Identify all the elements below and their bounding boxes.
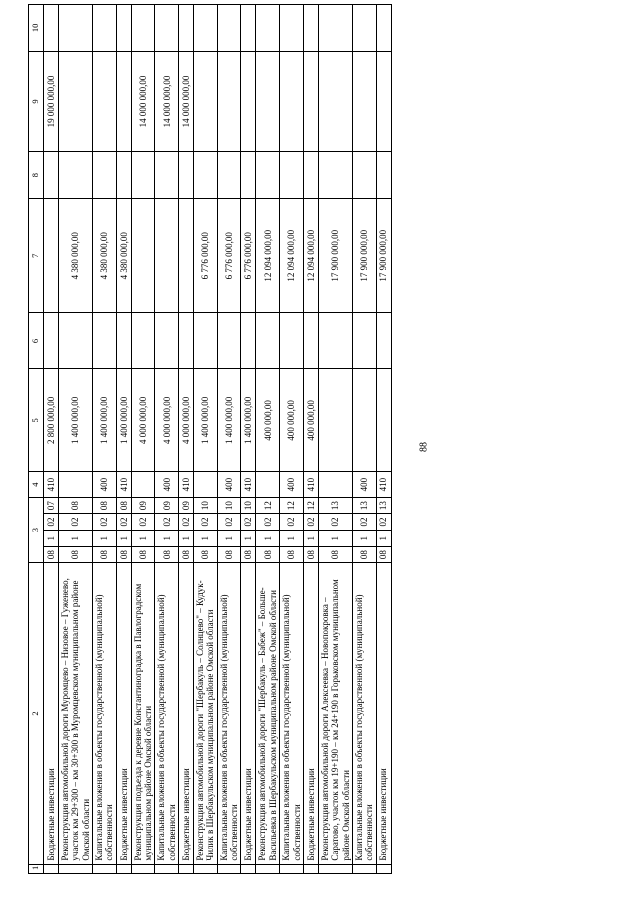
row-col-8 <box>280 152 304 199</box>
code-part-2: 1 <box>241 530 256 546</box>
code-part-3: 02 <box>194 514 218 530</box>
row-col-7 <box>131 198 155 312</box>
table-row <box>280 5 304 874</box>
row-name: Капитальные вложения в объекты государственной (муниципальной) собственности <box>155 563 179 864</box>
code-part-4: 12 <box>280 497 304 513</box>
row-col-4 <box>194 472 218 498</box>
row-col-7: 6 776 000,00 <box>217 198 241 312</box>
row-col-9: 19 000 000,00 <box>44 51 59 151</box>
table-row <box>352 5 376 874</box>
row-col-10 <box>352 5 376 52</box>
row-name: Реконструкция подъезда к деревне Константиноградка в Павлоградском муниципальном районе Омской области <box>131 563 155 864</box>
page-number: 88 <box>418 442 430 452</box>
code-part-3: 02 <box>179 514 194 530</box>
row-col-10 <box>376 5 391 52</box>
row-col-6 <box>303 313 318 369</box>
row-col-8 <box>179 152 194 199</box>
row-col-6 <box>241 313 256 369</box>
row-col-4: 410 <box>179 472 194 498</box>
row-col-1 <box>318 864 352 873</box>
row-col-6 <box>217 313 241 369</box>
row-col-10 <box>256 5 280 52</box>
row-col-9 <box>116 51 131 151</box>
row-col-5: 4 000 000,00 <box>179 369 194 472</box>
row-col-7: 12 094 000,00 <box>303 198 318 312</box>
code-part-4: 10 <box>241 497 256 513</box>
row-col-4: 400 <box>352 472 376 498</box>
table-row <box>131 5 155 874</box>
row-col-6 <box>352 313 376 369</box>
row-name: Реконструкция автомобильной дороги "Шербакуль – Бабеж" – Больше-Васильевка в Шербакульском муниципальном районе Омской области <box>256 563 280 864</box>
row-col-5: 1 400 000,00 <box>59 369 93 472</box>
row-col-4 <box>59 472 93 498</box>
code-part-2: 1 <box>93 530 117 546</box>
code-part-2: 1 <box>376 530 391 546</box>
row-col-7: 4 380 000,00 <box>59 198 93 312</box>
row-col-1 <box>116 864 131 873</box>
row-col-7: 17 900 000,00 <box>376 198 391 312</box>
row-col-8 <box>116 152 131 199</box>
row-name: Реконструкция автомобильной дороги Муромцево – Низовое – Гуженево, участок км 29+300 – км 30+300 в Муромцевском муниципальном районе Омской области <box>59 563 93 864</box>
code-part-3: 02 <box>155 514 179 530</box>
row-col-5: 400 000,00 <box>280 369 304 472</box>
row-col-5: 400 000,00 <box>303 369 318 472</box>
row-col-1 <box>93 864 117 873</box>
code-part-1: 08 <box>241 546 256 562</box>
row-col-6 <box>256 313 280 369</box>
header-col-5: 5 <box>29 369 44 472</box>
row-name: Бюджетные инвестиции <box>376 563 391 864</box>
row-col-10 <box>155 5 179 52</box>
row-col-5: 1 400 000,00 <box>93 369 117 472</box>
row-col-10 <box>59 5 93 52</box>
row-col-6 <box>179 313 194 369</box>
row-col-4: 410 <box>44 472 59 498</box>
code-part-4: 09 <box>155 497 179 513</box>
code-part-1: 08 <box>44 546 59 562</box>
table-body <box>44 5 392 874</box>
row-col-7: 6 776 000,00 <box>241 198 256 312</box>
code-part-1: 08 <box>116 546 131 562</box>
code-part-3: 02 <box>44 514 59 530</box>
row-col-1 <box>155 864 179 873</box>
row-col-5: 1 400 000,00 <box>194 369 218 472</box>
row-col-7: 17 900 000,00 <box>352 198 376 312</box>
row-col-9 <box>376 51 391 151</box>
row-col-4: 410 <box>376 472 391 498</box>
row-col-5: 2 800 000,00 <box>44 369 59 472</box>
row-col-9: 14 000 000,00 <box>179 51 194 151</box>
row-col-1 <box>131 864 155 873</box>
row-col-8 <box>194 152 218 199</box>
row-col-6 <box>59 313 93 369</box>
code-part-2: 1 <box>280 530 304 546</box>
header-col-4: 4 <box>29 472 44 498</box>
row-col-9 <box>352 51 376 151</box>
row-col-8 <box>256 152 280 199</box>
row-col-4: 410 <box>116 472 131 498</box>
row-col-9 <box>59 51 93 151</box>
row-col-9 <box>194 51 218 151</box>
row-col-10 <box>93 5 117 52</box>
code-part-4: 13 <box>352 497 376 513</box>
row-col-6 <box>93 313 117 369</box>
row-col-1 <box>179 864 194 873</box>
code-part-2: 1 <box>155 530 179 546</box>
row-col-8 <box>131 152 155 199</box>
code-part-2: 1 <box>179 530 194 546</box>
row-col-1 <box>59 864 93 873</box>
row-col-4 <box>256 472 280 498</box>
code-part-1: 08 <box>179 546 194 562</box>
code-part-1: 08 <box>93 546 117 562</box>
row-col-5 <box>376 369 391 472</box>
row-col-5: 4 000 000,00 <box>155 369 179 472</box>
code-part-3: 02 <box>376 514 391 530</box>
row-col-6 <box>155 313 179 369</box>
row-col-7: 6 776 000,00 <box>194 198 218 312</box>
row-col-10 <box>179 5 194 52</box>
row-col-8 <box>93 152 117 199</box>
row-col-10 <box>280 5 304 52</box>
code-part-1: 08 <box>155 546 179 562</box>
row-col-8 <box>155 152 179 199</box>
header-col-2: 2 <box>29 563 44 864</box>
row-col-1 <box>44 864 59 873</box>
row-col-9 <box>241 51 256 151</box>
row-col-1 <box>194 864 218 873</box>
header-col-6: 6 <box>29 313 44 369</box>
header-col-3: 3 <box>29 497 44 562</box>
table-row <box>155 5 179 874</box>
row-col-9 <box>303 51 318 151</box>
table-row <box>303 5 318 874</box>
code-part-2: 1 <box>217 530 241 546</box>
code-part-3: 02 <box>217 514 241 530</box>
code-part-1: 08 <box>217 546 241 562</box>
row-col-1 <box>241 864 256 873</box>
code-part-3: 02 <box>93 514 117 530</box>
row-col-4 <box>131 472 155 498</box>
row-name: Реконструкция автомобильной дороги "Шербакуль – Солнцево" – Кудук-Чилик в Шербакульском муниципальном районе Омской области <box>194 563 218 864</box>
row-name: Бюджетные инвестиции <box>116 563 131 864</box>
code-part-1: 08 <box>376 546 391 562</box>
code-part-1: 08 <box>131 546 155 562</box>
row-name: Капитальные вложения в объекты государственной (муниципальной) собственности <box>352 563 376 864</box>
row-col-8 <box>217 152 241 199</box>
rotated-table-container <box>28 4 613 874</box>
header-col-7: 7 <box>29 198 44 312</box>
code-part-4: 09 <box>131 497 155 513</box>
code-part-1: 08 <box>280 546 304 562</box>
row-col-8 <box>352 152 376 199</box>
code-part-1: 08 <box>194 546 218 562</box>
table-row <box>318 5 352 874</box>
row-col-10 <box>116 5 131 52</box>
row-col-7: 12 094 000,00 <box>280 198 304 312</box>
row-col-7 <box>179 198 194 312</box>
row-col-10 <box>241 5 256 52</box>
code-part-2: 1 <box>318 530 352 546</box>
row-col-5: 1 400 000,00 <box>116 369 131 472</box>
code-part-1: 08 <box>256 546 280 562</box>
row-col-6 <box>194 313 218 369</box>
row-name: Бюджетные инвестиции <box>241 563 256 864</box>
row-col-7 <box>44 198 59 312</box>
code-part-2: 1 <box>116 530 131 546</box>
table-row <box>179 5 194 874</box>
row-col-10 <box>131 5 155 52</box>
header-col-1: 1 <box>29 864 44 873</box>
row-col-7 <box>155 198 179 312</box>
code-part-3: 02 <box>116 514 131 530</box>
code-part-4: 10 <box>194 497 218 513</box>
row-col-8 <box>303 152 318 199</box>
table-row <box>93 5 117 874</box>
code-part-3: 02 <box>131 514 155 530</box>
row-col-1 <box>280 864 304 873</box>
row-col-10 <box>303 5 318 52</box>
header-col-8: 8 <box>29 152 44 199</box>
row-name: Реконструкция автомобильной дороги Алексеевка – Новопокровка – Саратово, участок км 19+190 – км 24+190 в Горьковском муниципальном районе Омской области <box>318 563 352 864</box>
row-col-9 <box>256 51 280 151</box>
table-row <box>256 5 280 874</box>
code-part-4: 08 <box>116 497 131 513</box>
row-col-4: 410 <box>241 472 256 498</box>
row-col-4: 400 <box>155 472 179 498</box>
code-part-3: 02 <box>318 514 352 530</box>
row-col-5: 1 400 000,00 <box>241 369 256 472</box>
table-row <box>59 5 93 874</box>
table-row <box>194 5 218 874</box>
code-part-2: 1 <box>194 530 218 546</box>
row-col-5: 400 000,00 <box>256 369 280 472</box>
row-col-7: 12 094 000,00 <box>256 198 280 312</box>
row-col-8 <box>241 152 256 199</box>
row-col-6 <box>280 313 304 369</box>
code-part-4: 08 <box>59 497 93 513</box>
code-part-3: 02 <box>241 514 256 530</box>
row-col-8 <box>318 152 352 199</box>
row-name: Бюджетные инвестиции <box>303 563 318 864</box>
header-col-10: 10 <box>29 5 44 52</box>
row-col-1 <box>217 864 241 873</box>
table-row <box>217 5 241 874</box>
row-col-4 <box>318 472 352 498</box>
row-col-7: 17 900 000,00 <box>318 198 352 312</box>
code-part-2: 1 <box>256 530 280 546</box>
row-col-6 <box>318 313 352 369</box>
code-part-4: 09 <box>179 497 194 513</box>
header-col-9: 9 <box>29 51 44 151</box>
row-name: Капитальные вложения в объекты государственной (муниципальной) собственности <box>93 563 117 864</box>
table-row <box>376 5 391 874</box>
code-part-4: 12 <box>256 497 280 513</box>
row-name: Капитальные вложения в объекты государственной (муниципальной) собственности <box>280 563 304 864</box>
code-part-1: 08 <box>303 546 318 562</box>
code-part-3: 02 <box>303 514 318 530</box>
row-col-7: 4 380 000,00 <box>93 198 117 312</box>
row-col-4: 410 <box>303 472 318 498</box>
row-col-1 <box>376 864 391 873</box>
row-col-1 <box>256 864 280 873</box>
row-col-8 <box>44 152 59 199</box>
code-part-3: 02 <box>59 514 93 530</box>
row-col-1 <box>352 864 376 873</box>
row-col-9 <box>217 51 241 151</box>
row-name: Бюджетные инвестиции <box>179 563 194 864</box>
row-col-10 <box>217 5 241 52</box>
code-part-4: 10 <box>217 497 241 513</box>
row-col-6 <box>116 313 131 369</box>
row-col-9 <box>280 51 304 151</box>
row-col-8 <box>59 152 93 199</box>
table-row <box>44 5 59 874</box>
row-col-10 <box>318 5 352 52</box>
row-col-10 <box>44 5 59 52</box>
row-col-6 <box>131 313 155 369</box>
code-part-4: 13 <box>376 497 391 513</box>
header-row <box>29 5 44 874</box>
row-col-10 <box>194 5 218 52</box>
row-col-1 <box>303 864 318 873</box>
code-part-2: 1 <box>59 530 93 546</box>
code-part-1: 08 <box>59 546 93 562</box>
code-part-4: 07 <box>44 497 59 513</box>
code-part-4: 08 <box>93 497 117 513</box>
code-part-2: 1 <box>303 530 318 546</box>
code-part-3: 02 <box>256 514 280 530</box>
row-col-5: 1 400 000,00 <box>217 369 241 472</box>
code-part-1: 08 <box>318 546 352 562</box>
row-col-9 <box>93 51 117 151</box>
code-part-1: 08 <box>352 546 376 562</box>
row-col-6 <box>376 313 391 369</box>
row-col-9 <box>318 51 352 151</box>
budget-table <box>28 4 392 874</box>
table-row <box>241 5 256 874</box>
row-col-5 <box>318 369 352 472</box>
row-col-8 <box>376 152 391 199</box>
code-part-4: 13 <box>318 497 352 513</box>
code-part-3: 02 <box>280 514 304 530</box>
row-col-4: 400 <box>280 472 304 498</box>
row-col-6 <box>44 313 59 369</box>
row-name: Бюджетные инвестиции <box>44 563 59 864</box>
code-part-2: 1 <box>131 530 155 546</box>
row-col-5 <box>352 369 376 472</box>
row-col-9: 14 000 000,00 <box>155 51 179 151</box>
row-col-4: 400 <box>93 472 117 498</box>
code-part-3: 02 <box>352 514 376 530</box>
code-part-2: 1 <box>352 530 376 546</box>
row-col-4: 400 <box>217 472 241 498</box>
code-part-4: 12 <box>303 497 318 513</box>
row-name: Капитальные вложения в объекты государственной (муниципальной) собственности <box>217 563 241 864</box>
code-part-2: 1 <box>44 530 59 546</box>
table-row <box>116 5 131 874</box>
row-col-5: 4 000 000,00 <box>131 369 155 472</box>
row-col-7: 4 380 000,00 <box>116 198 131 312</box>
row-col-9: 14 000 000,00 <box>131 51 155 151</box>
